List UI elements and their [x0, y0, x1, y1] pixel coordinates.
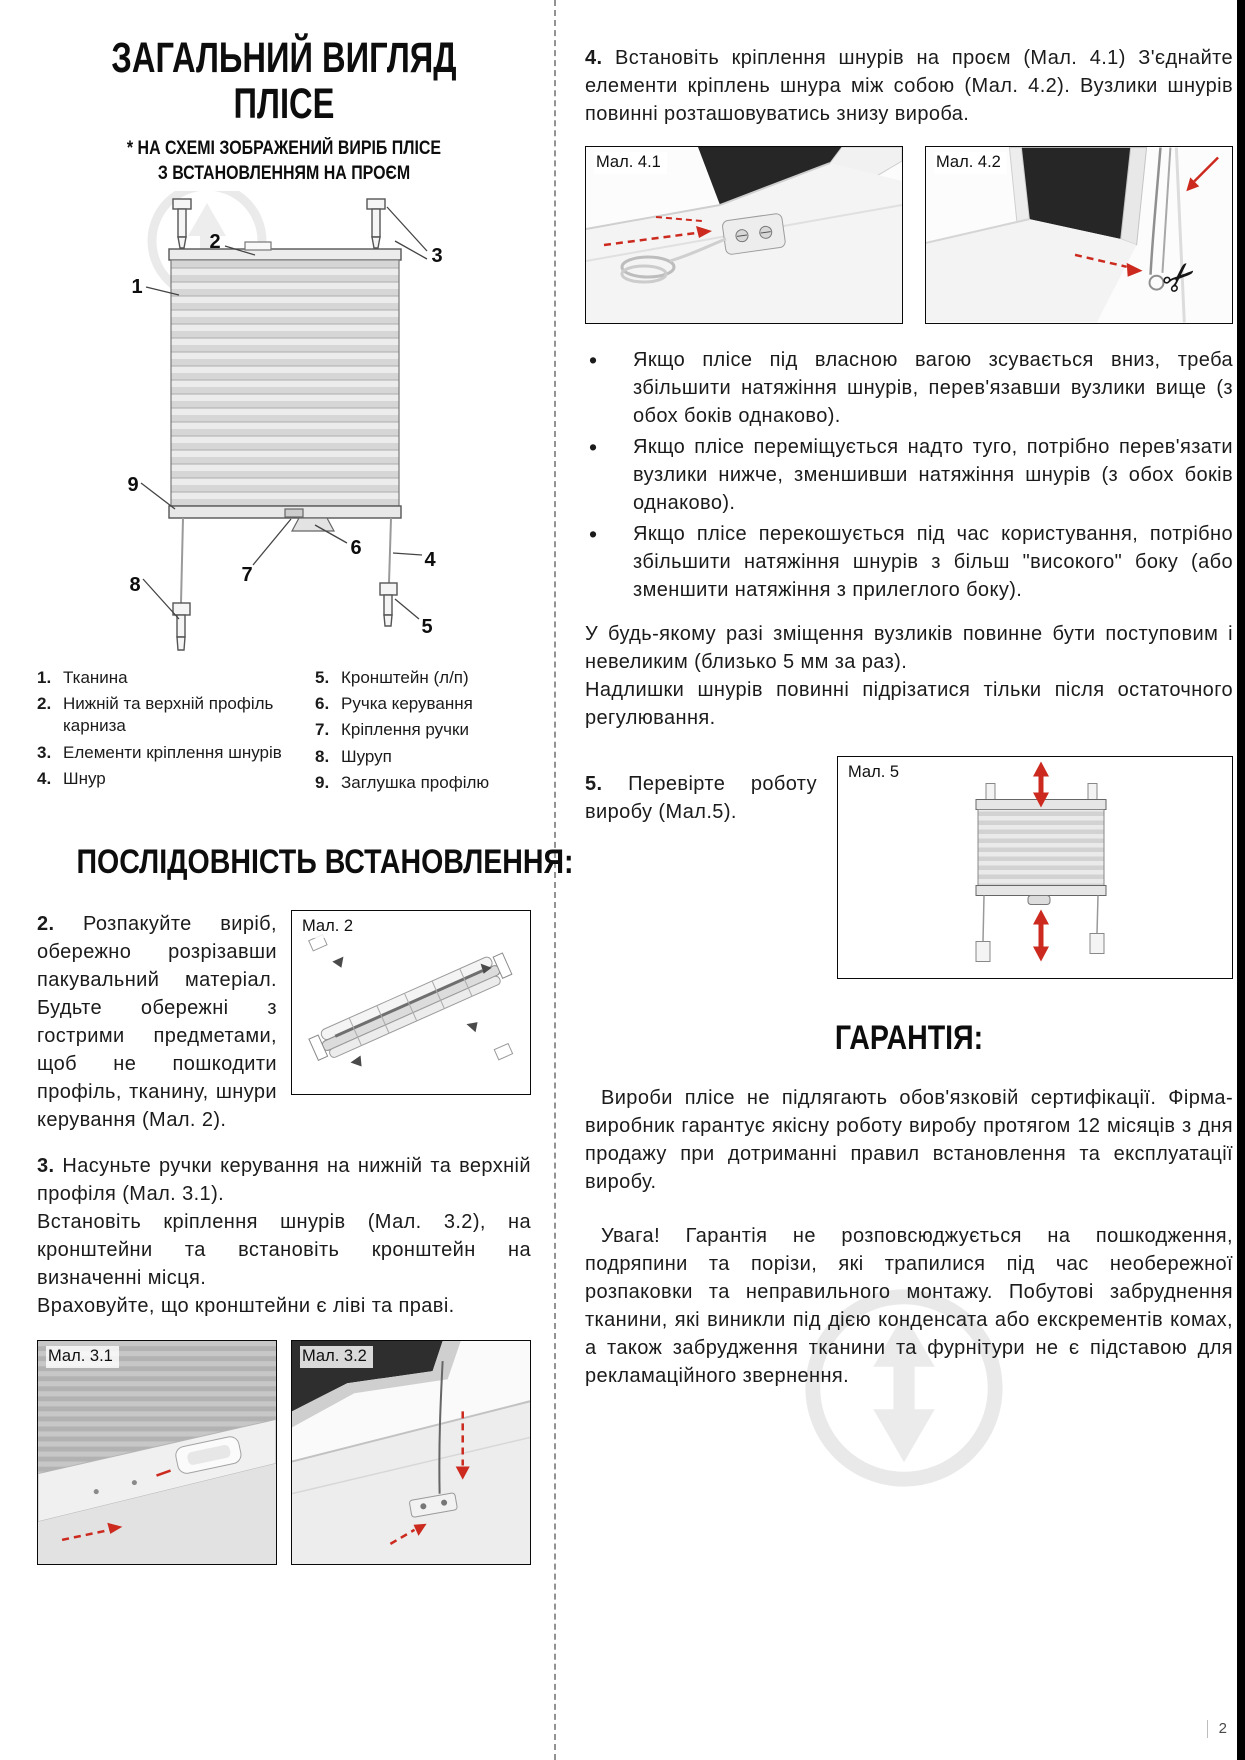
pleated-blind-graphic [169, 242, 401, 531]
legend-item-number: 2. [37, 693, 52, 713]
step-4-text: Встановіть кріплення шнурів на проєм (Мал. 4.1) З'єднайте елементи кріплень шнура між собою (Мал. 4.2). Вузлики шнурів повинні розташовуватись знизу вироба. [585, 47, 1233, 125]
legend-item-text: Кронштейн (л/п) [341, 667, 469, 687]
page-subtitle-line1: * НА СХЕМІ ЗОБРАЖЕНИЙ ВИРІБ ПЛІСЕ [126, 138, 442, 160]
warranty-title-text: ГАРАНТІЯ: [834, 1019, 984, 1057]
step-5-text: Перевірте роботу виробу (Мал.5). [585, 773, 817, 823]
mini-pleated-fabric [978, 810, 1104, 886]
check-operation-diagram [838, 757, 1232, 978]
page-edge-bar [1237, 0, 1245, 1760]
legend-item-number: 1. [37, 667, 52, 687]
figure-5-label: Мал. 5 [846, 762, 905, 784]
step-3-line3 [37, 1292, 531, 1320]
legend-column-2 [315, 667, 531, 799]
legend-item-text: Тканина [63, 667, 128, 687]
mini-handle [1028, 896, 1050, 905]
diagram-label-6: 6 [350, 536, 362, 559]
legend-item [37, 768, 307, 790]
step-5-paragraph [585, 770, 817, 826]
adjustment-note-line1: У будь-якому разі зміщення вузликів повинне бути поступовим і невеликим (близько 5 мм за раз). [585, 623, 1233, 673]
legend-item-number: 9. [315, 773, 330, 793]
legend-item [315, 746, 531, 768]
adjustment-note [585, 620, 1233, 732]
page-subtitle [37, 137, 531, 186]
step-3-line1 [37, 1152, 531, 1208]
diagram-label-2: 2 [209, 230, 221, 253]
step-3-text2: Встановіть кріплення шнурів (Мал. 3.2), на кронштейни та встановіть кронштейн на визначенні місця. [37, 1210, 531, 1289]
step-2-number: 2. [37, 912, 55, 935]
legend-column-1 [37, 667, 307, 799]
diagram-label-5: 5 [421, 615, 433, 638]
step-2-paragraph [37, 910, 277, 1134]
diagram-label-7: 7 [241, 563, 253, 586]
bullet-item: • Якщо плісе під власною вагою зсувається вниз, треба збільшити натяжіння шнурів, перев'язавши вузлики вище (з обох боків однаково). [585, 346, 1233, 430]
diagram-label-1: 1 [131, 275, 143, 298]
legend-item-text: Кріплення ручки [341, 720, 469, 740]
figure-2 [291, 910, 531, 1095]
warranty-paragraph-1: Вироби плісе не підлягають обов'язковій сертифікації. Фірма-виробник гарантує якісну роботу виробу протягом 12 місяців з дня продажу при дотриманні правил встановлення та експлуатації виробу. [585, 1087, 1233, 1193]
step-2-text: Розпакуйте виріб, обережно розрізавши пакувальний матеріал. Будьте обережні з гострими предметами, щоб не пошкодити профіль, тканину, шнури керування (Мал. 2). [37, 912, 277, 1131]
cords-and-bottom-brackets-graphic [173, 518, 397, 650]
legend-item [37, 742, 307, 764]
figure-2-label: Мал. 2 [300, 916, 359, 938]
figure-4-1 [585, 146, 903, 324]
legend-item-number: 5. [315, 667, 330, 687]
figure-4-2 [925, 146, 1233, 324]
figure-3-1 [37, 1340, 277, 1565]
step-5-row [585, 756, 1233, 979]
section-title-installation [37, 842, 574, 882]
adjustment-bullet-list [585, 346, 1233, 604]
legend-item [37, 693, 307, 738]
page-title-line2: ПЛІСЕ [233, 79, 335, 128]
page-title-line1: ЗАГАЛЬНИЙ ВИГЛЯД [111, 34, 457, 82]
figure-3-2-label: Мал. 3.2 [300, 1346, 373, 1368]
diagram-label-3: 3 [431, 244, 443, 267]
section-title-text: ПОСЛІДОВНІСТЬ ВСТАНОВЛЕННЯ: [76, 842, 574, 881]
step-2-row [37, 910, 531, 1134]
legend-item [37, 667, 307, 689]
step-3-text3: Враховуйте, що кронштейни є ліві та праві. [37, 1294, 455, 1317]
step-3-number: 3. [37, 1154, 55, 1177]
diagram-label-9: 9 [127, 473, 139, 496]
legend-item [315, 667, 531, 689]
legend-item-number: 3. [37, 742, 52, 762]
legend-item-number: 6. [315, 693, 330, 713]
page-title [37, 36, 531, 127]
left-column [37, 34, 574, 1565]
page-number: 2 [1207, 1720, 1227, 1738]
legend-item-text: Нижній та верхній профіль карниза [63, 693, 274, 736]
legend-item [315, 719, 531, 741]
section-title-warranty [585, 1019, 1233, 1058]
profile-handle-photo [38, 1341, 276, 1564]
legend-item-text: Шнур [63, 769, 106, 789]
blind-overview-diagram [49, 191, 519, 661]
step-3-line2 [37, 1208, 531, 1292]
adjustment-note-line2: Надлишки шнурів повинні підрізатися тільки після остаточного регулювання. [585, 679, 1233, 729]
step-3-paragraph [37, 1152, 531, 1320]
step-4-paragraph [585, 44, 1233, 128]
figure-4-1-label: Мал. 4.1 [594, 152, 667, 174]
step-5-number: 5. [585, 773, 603, 795]
figures-3-row [37, 1340, 531, 1565]
scissors-icon: ✂ [1152, 250, 1208, 306]
page-subtitle-line2: З ВСТАНОВЛЕННЯМ НА ПРОЄМ [157, 162, 411, 184]
figures-4-row [585, 146, 1233, 324]
legend-item [315, 772, 531, 794]
figure-5 [837, 756, 1233, 979]
legend-item-number: 4. [37, 769, 52, 789]
figure-4-2-label: Мал. 4.2 [934, 152, 1007, 174]
step-3-text1: Насуньте ручки керування на нижній та верхній профіля (Мал. 3.1). [37, 1154, 531, 1205]
legend-item-number: 8. [315, 746, 330, 766]
figure-3-1-label: Мал. 3.1 [46, 1346, 119, 1368]
legend-item-text: Шуруп [341, 746, 392, 766]
bullet-item: • Якщо плісе перекошується під час користування, потрібно збільшити натяжіння шнурів з більш "високого" боку (або зменшити натяжіння з прилеглого боку). [585, 520, 1233, 604]
legend-item-number: 7. [315, 720, 330, 740]
legend [37, 667, 531, 799]
legend-item [315, 693, 531, 715]
right-column [585, 44, 1233, 1390]
diagram-label-8: 8 [129, 573, 141, 596]
diagram-label-4: 4 [424, 548, 436, 571]
warranty-paragraph-2: Увага! Гарантія не розповсюджується на пошкодження, подряпини та порізи, які трапилися під час необережної розпаковки та неправильного монтажу. Побутові забруднення тканини, які виникли під дією конденсата або екскрементів комах, а також забрудження тканини та фурнітури не є підставою для рекламаційного звернення. [585, 1225, 1233, 1387]
rolled-blind-graphic [292, 911, 530, 1094]
bullet-item: • Якщо плісе переміщується надто туго, потрібно перев'язати вузлики нижче, зменшивши натяжіння шнурів (з обох боків однаково). [585, 433, 1233, 517]
step-4-number: 4. [585, 47, 603, 69]
figure-3-2 [291, 1340, 531, 1565]
legend-item-text: Заглушка профілю [341, 773, 490, 793]
legend-item-text: Ручка керування [341, 693, 473, 713]
legend-item-text: Елементи кріплення шнурів [63, 742, 282, 762]
window-cord-photo [292, 1341, 530, 1564]
